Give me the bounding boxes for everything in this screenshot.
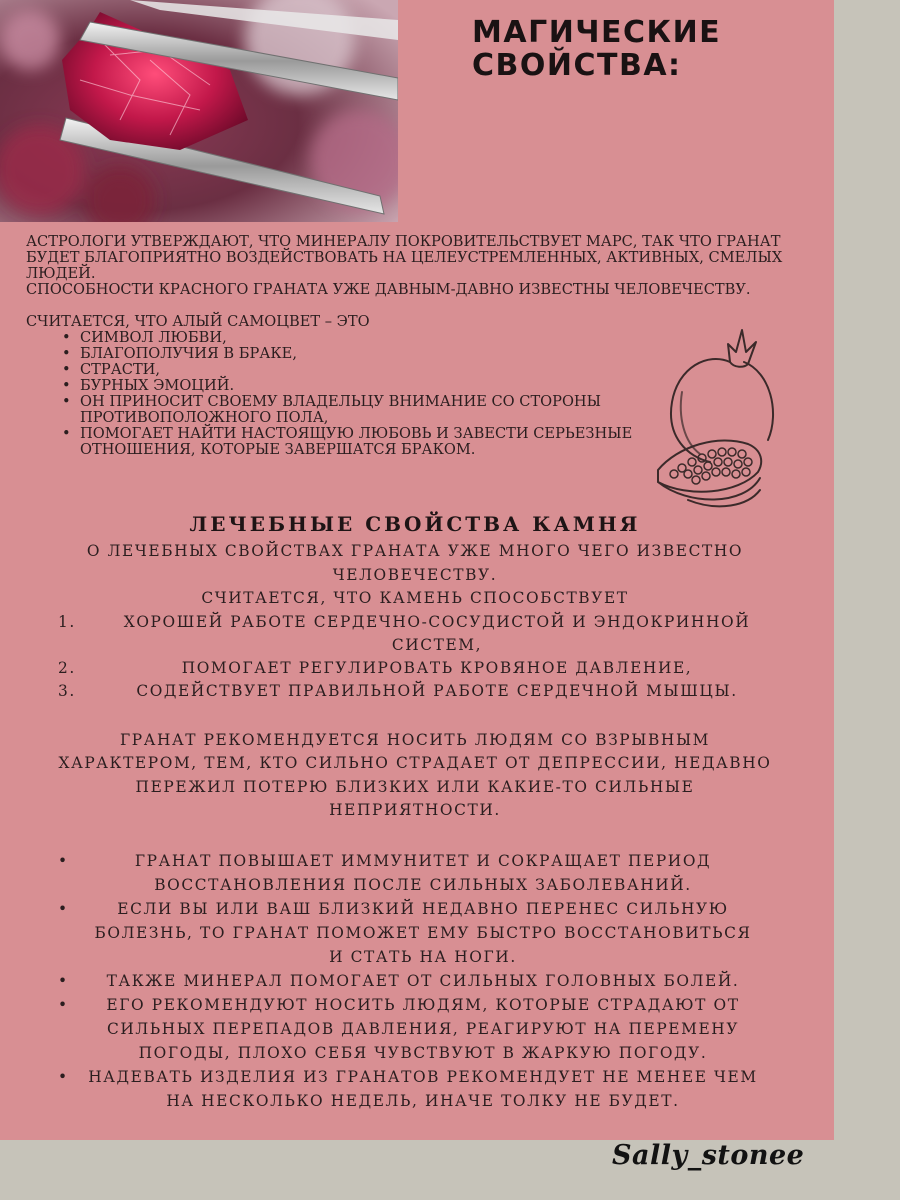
list-item: 3. СОДЕЙСТВУЕТ ПРАВИЛЬНОЙ РАБОТЕ СЕРДЕЧНОЙ МЫШЦЫ.	[58, 681, 738, 700]
page-title: МАГИЧЕСКИЕ СВОЙСТВА:	[472, 15, 722, 83]
list-item: • ЕСЛИ ВЫ ИЛИ ВАШ БЛИЗКИЙ НЕДАВНО ПЕРЕНЕС СИЛЬНУЮ БОЛЕЗНЬ, ТО ГРАНАТ ПОМОЖЕТ ЕМУ БЫСТРО ВОССТАНОВИТЬСЯ И СТАТЬ НА НОГИ.	[40, 897, 790, 969]
healing-lead: СЧИТАЕТСЯ, ЧТО КАМЕНЬ СПОСОБСТВУЕТ	[201, 589, 629, 607]
list-item: • СИМВОЛ ЛЮБВИ,	[62, 330, 660, 346]
healing-bullet-list	[40, 849, 790, 1113]
healing-properties-section	[40, 512, 790, 1113]
list-item: • ГРАНАТ ПОВЫШАЕТ ИММУНИТЕТ И СОКРАЩАЕТ ПЕРИОД ВОССТАНОВЛЕНИЯ ПОСЛЕ СИЛЬНЫХ ЗАБОЛЕВАНИЙ.	[40, 849, 790, 897]
list-item: • ТАКЖЕ МИНЕРАЛ ПОМОГАЕТ ОТ СИЛЬНЫХ ГОЛОВНЫХ БОЛЕЙ.	[40, 969, 790, 993]
signature: Sally_stonee	[612, 1140, 805, 1171]
list-item: • СТРАСТИ,	[62, 362, 660, 378]
list-item: • БЛАГОПОЛУЧИЯ В БРАКЕ,	[62, 346, 660, 362]
list-item: • ОН ПРИНОСИТ СВОЕМУ ВЛАДЕЛЬЦУ ВНИМАНИЕ СО СТОРОНЫ ПРОТИВОПОЛОЖНОГО ПОЛА,	[62, 394, 660, 426]
recommend-paragraph: ГРАНАТ РЕКОМЕНДУЕТСЯ НОСИТЬ ЛЮДЯМ СО ВЗРЫВНЫМ ХАРАКТЕРОМ, ТЕМ, КТО СИЛЬНО СТРАДАЕТ ОТ ДЕПРЕССИИ, НЕДАВНО ПЕРЕЖИЛ ПОТЕРЮ БЛИЗКИХ ИЛИ КАКИЕ-ТО СИЛЬНЫЕ НЕПРИЯТНОСТИ.	[58, 730, 772, 819]
healing-intro: О ЛЕЧЕБНЫХ СВОЙСТВАХ ГРАНАТА УЖЕ МНОГО ЧЕГО ИЗВЕСТНО ЧЕЛОВЕЧЕСТВУ.	[86, 542, 744, 584]
list-item: • ЕГО РЕКОМЕНДУЮТ НОСИТЬ ЛЮДЯМ, КОТОРЫЕ СТРАДАЮТ ОТ СИЛЬНЫХ ПЕРЕПАДОВ ДАВЛЕНИЯ, РЕАГИРУЮТ НА ПЕРЕМЕНУ ПОГОДЫ, ПЛОХО СЕБЯ ЧУВСТВУЮТ В ЖАРКУЮ ПОГОДУ.	[40, 993, 790, 1065]
list-item: • БУРНЫХ ЭМОЦИЙ.	[62, 378, 660, 394]
healing-heading: ЛЕЧЕБНЫЕ СВОЙСТВА КАМНЯ	[189, 512, 641, 536]
list-item: 2. ПОМОГАЕТ РЕГУЛИРОВАТЬ КРОВЯНОЕ ДАВЛЕНИЕ,	[58, 658, 693, 677]
list-item: • НАДЕВАТЬ ИЗДЕЛИЯ ИЗ ГРАНАТОВ РЕКОМЕНДУЕТ НЕ МЕНЕЕ ЧЕМ НА НЕСКОЛЬКО НЕДЕЛЬ, ИНАЧЕ ТОЛКУ НЕ БУДЕТ.	[40, 1065, 790, 1113]
list-item: • ПОМОГАЕТ НАЙТИ НАСТОЯЩУЮ ЛЮБОВЬ И ЗАВЕСТИ СЕРЬЕЗНЫЕ ОТНОШЕНИЯ, КОТОРЫЕ ЗАВЕРШАТСЯ БРАКОМ.	[62, 426, 660, 458]
intro-paragraph: СПОСОБНОСТИ КРАСНОГО ГРАНАТА УЖЕ ДАВНЫМ-ДАВНО ИЗВЕСТНЫ ЧЕЛОВЕЧЕСТВУ.	[26, 281, 751, 298]
list-intro: СЧИТАЕТСЯ, ЧТО АЛЫЙ САМОЦВЕТ – ЭТО	[26, 313, 370, 330]
pomegranate-icon	[648, 322, 780, 516]
list-item: 1. ХОРОШЕЙ РАБОТЕ СЕРДЕЧНО-СОСУДИСТОЙ И ЭНДОКРИННОЙ СИСТЕМ,	[58, 612, 751, 654]
intro-paragraph: АСТРОЛОГИ УТВЕРЖДАЮТ, ЧТО МИНЕРАЛУ ПОКРОВИТЕЛЬСТВУЕТ МАРС, ТАК ЧТО ГРАНАТ БУДЕТ БЛАГОПРИЯТНО ВОЗДЕЙСТВОВАТЬ НА ЦЕЛЕУСТРЕМЛЕННЫХ, АКТИВНЫХ, СМЕЛЫХ ЛЮДЕЙ.	[26, 233, 783, 282]
healing-numbered-list	[40, 611, 790, 703]
garnet-in-tweezers-photo	[0, 0, 398, 222]
garnet-photo	[0, 0, 398, 222]
